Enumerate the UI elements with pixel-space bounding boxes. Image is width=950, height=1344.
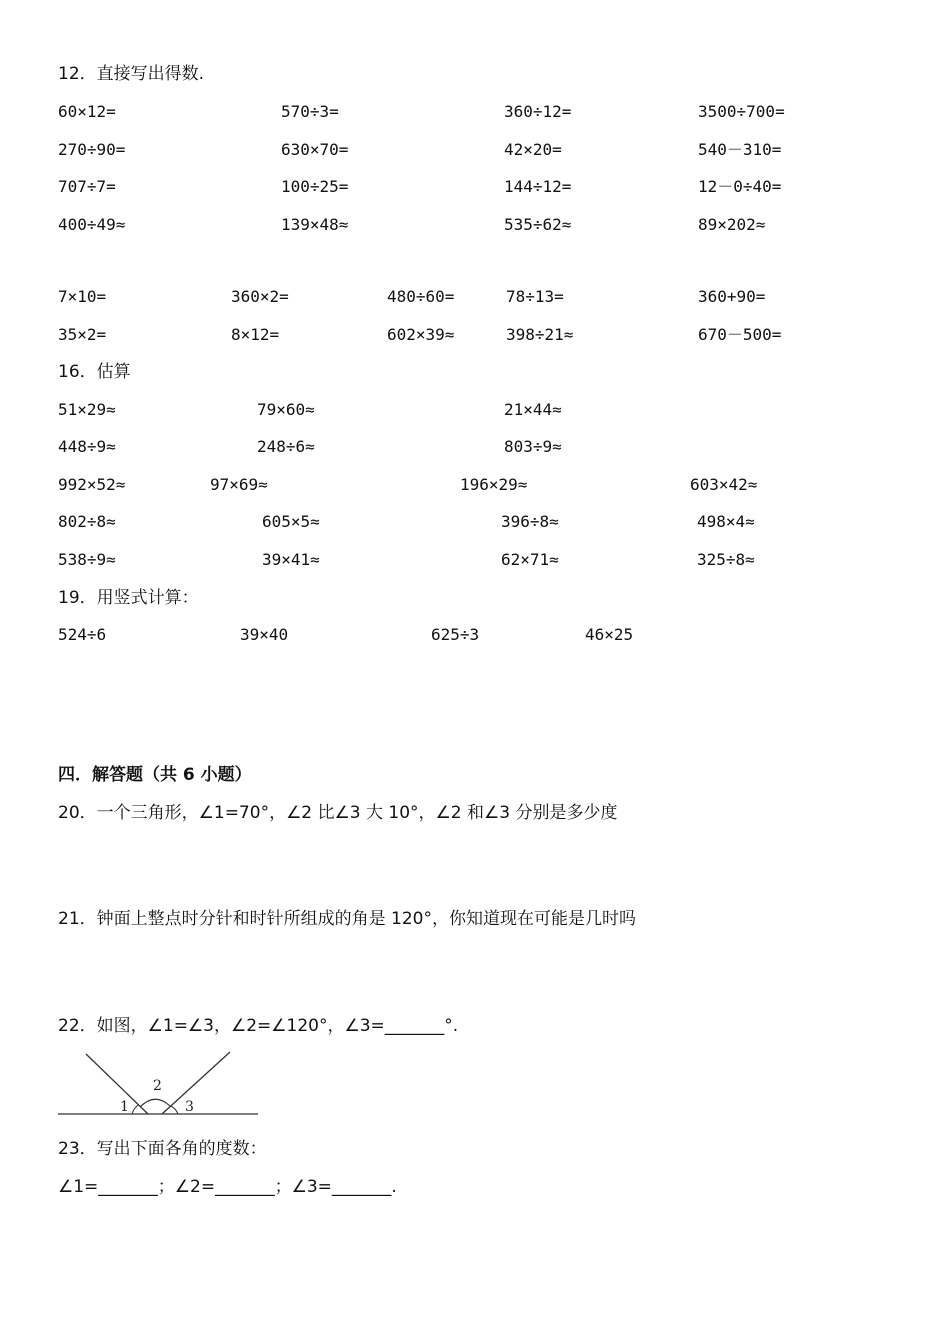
calc-item: 707÷7= [58,177,116,196]
estimate-item: 448÷9≈ [58,437,116,456]
calc-item: 535÷62≈ [504,215,572,234]
estimate-item: 79×60≈ [257,400,315,419]
calc-item: 480÷60= [387,287,455,306]
calc-item: 12－0÷40= [698,177,782,196]
calc-item: 360÷12= [504,102,572,121]
vertical-calc-item: 524÷6 [58,625,107,644]
calc-item: 60×12= [58,102,116,121]
calc-item: 270÷90= [58,140,126,159]
calc-item: 630×70= [281,140,349,159]
angle-3-label: 3 [185,1099,194,1115]
estimate-item: 62×71≈ [501,550,559,569]
angle-figure [58,1048,268,1120]
vertical-calc-item: 625÷3 [431,625,480,644]
calc-item: 398÷21≈ [506,325,574,344]
calc-item: 360×2= [231,287,289,306]
right-ray [162,1052,230,1114]
calc-item: 35×2= [58,325,107,344]
estimate-item: 39×41≈ [262,550,320,569]
estimate-item: 396÷8≈ [501,512,559,531]
estimate-item: 196×29≈ [460,475,528,494]
angle-2-arc [140,1099,170,1107]
calc-item: 670－500= [698,325,782,344]
calc-item: 144÷12= [504,177,572,196]
calc-item: 42×20= [504,140,562,159]
calc-item: 139×48≈ [281,215,349,234]
q16-title: 16．估算 [58,362,131,382]
angle-1-label: 1 [120,1099,129,1115]
q22-text: 22．如图，∠1=∠3，∠2=∠120°，∠3=_______°. [58,1016,459,1036]
estimate-item: 248÷6≈ [257,437,315,456]
angle-1-arc [132,1105,138,1114]
vertical-calc-item: 46×25 [585,625,634,644]
calc-item: 540－310= [698,140,782,159]
calc-item: 8×12= [231,325,280,344]
estimate-item: 803÷9≈ [504,437,562,456]
q23-answers: ∠1=_______；∠2=_______；∠3=_______. [58,1177,397,1197]
q12-title: 12．直接写出得数. [58,64,205,84]
estimate-item: 97×69≈ [210,475,268,494]
section-heading: 四．解答题（共 6 小题） [58,765,252,785]
angle-2-label: 2 [153,1078,162,1094]
calc-item: 3500÷700= [698,102,785,121]
left-ray [86,1054,148,1114]
q23-title: 23．写出下面各角的度数： [58,1139,267,1159]
calc-item: 100÷25= [281,177,349,196]
estimate-item: 802÷8≈ [58,512,116,531]
calc-item: 89×202≈ [698,215,766,234]
estimate-item: 21×44≈ [504,400,562,419]
calc-item: 602×39≈ [387,325,455,344]
estimate-item: 51×29≈ [58,400,116,419]
vertical-calc-item: 39×40 [240,625,289,644]
q20-text: 20．一个三角形，∠1=70°，∠2 比∠3 大 10°，∠2 和∠3 分别是多少度 [58,803,618,823]
estimate-item: 538÷9≈ [58,550,116,569]
estimate-item: 325÷8≈ [697,550,755,569]
calc-item: 78÷13= [506,287,564,306]
estimate-item: 605×5≈ [262,512,320,531]
estimate-item: 603×42≈ [690,475,758,494]
estimate-item: 992×52≈ [58,475,126,494]
calc-item: 400÷49≈ [58,215,126,234]
estimate-item: 498×4≈ [697,512,755,531]
calc-item: 7×10= [58,287,107,306]
calc-item: 570÷3= [281,102,339,121]
calc-item: 360+90= [698,287,766,306]
q19-title: 19．用竖式计算： [58,588,199,608]
q21-text: 21．钟面上整点时分针和时针所组成的角是 120°，你知道现在可能是几时吗 [58,909,636,929]
angle-3-arc [171,1106,178,1114]
